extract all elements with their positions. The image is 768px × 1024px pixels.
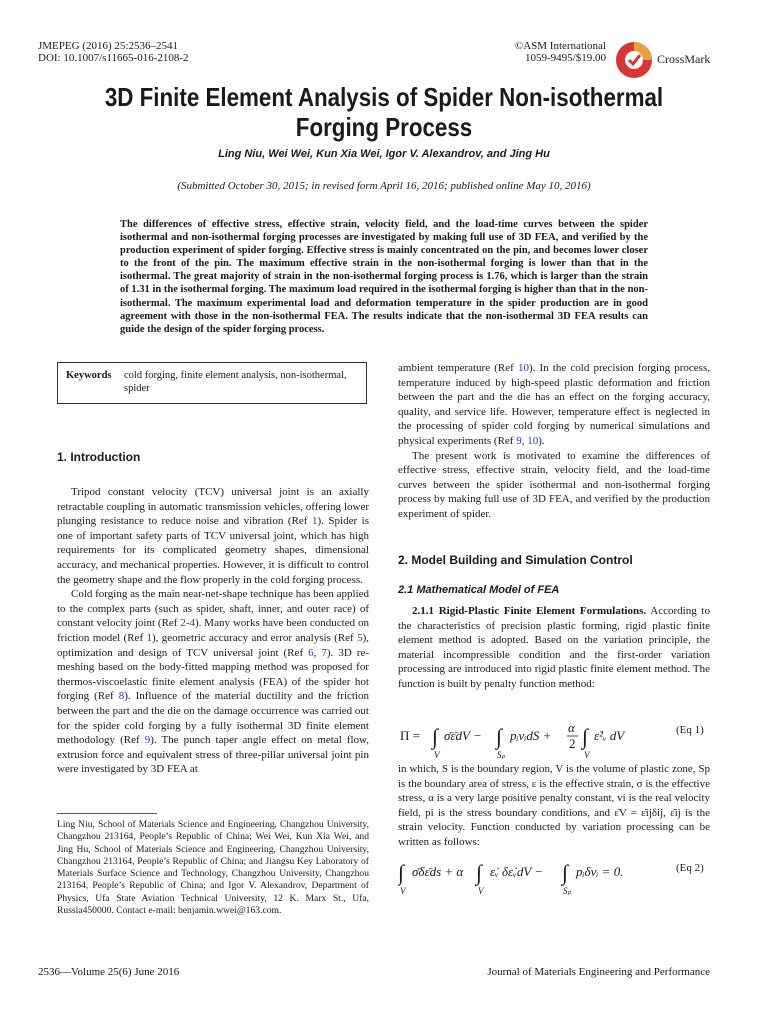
svg-text:∫: ∫ (476, 860, 483, 885)
ref-link[interactable]: 10 (527, 434, 539, 447)
footer-left: 2536—Volume 25(6) June 2016 (38, 966, 180, 978)
svg-text:V: V (434, 750, 440, 760)
journal-citation (38, 40, 189, 64)
keywords-text: cold forging, finite element analysis, non-isothermal, spider (124, 370, 347, 394)
title-line-1: 3D Finite Element Analysis of Spider Non-isothermal (104, 82, 664, 112)
equation-1-label: (Eq 1) (676, 724, 704, 736)
footnote-divider (57, 813, 157, 814)
section-2-heading: 2. Model Building and Simulation Control (398, 553, 633, 567)
price-line: 1059-9495/$19.00 (525, 52, 606, 64)
where-text: in which, S is the boundary region, V is the volume of plastic zone, Sp is the boundary area of stress, ε is the effective strain, σ is the effective stress, α is a very large positive penalty constant, vi is the real velocity field, pi is the stress boundary conditions, and ε̇V = ε̇ijδij, ε̇ij is the strain velocity. Function conducted by variation processing can be written as follows: (398, 763, 710, 848)
svg-text:2: 2 (569, 736, 576, 751)
svg-text:Sₚ: Sₚ (497, 750, 506, 760)
svg-text:∫: ∫ (398, 860, 405, 885)
ref-link[interactable]: 6 (308, 646, 314, 659)
svg-text:Π =: Π = (400, 728, 420, 743)
ref-link[interactable]: 1 (311, 515, 318, 528)
publisher-line: ©ASM International (514, 40, 606, 52)
ref-link[interactable]: 2-4 (180, 617, 196, 630)
submission-history: (Submitted October 30, 2015; in revised form April 16, 2016; published online May 10, 2016) (177, 180, 591, 192)
intro-body-left (57, 485, 369, 777)
article-title (86, 82, 681, 142)
intro-paragraph-4: The present work is motivated to examine the differences of effective stress, effective strain, velocity field, and the load-time curves between the spider isothermal and non-isothermal forging process by making full use of 3D FEA, and verified by the production experiment of spider. (398, 449, 710, 520)
author-affiliations: Ling Niu, School of Materials Science and Engineering, Changzhou University, Changzhou 213164, People’s Republic of China; Wei Wei, Kun Xia Wei, and Jing Hu, School of Materials Science and Engineering, Changzhou University, Changzhou 213164, People’s Republic of China; and Jiangsu Key Laboratory of Materials Surface Science and Technology, Changzhou University, Changzhou 213164, People’s Republic of China; and Igor V. Alexandrov, Department of Physics, Ufa State Aviation Technical University, 12 K. Marx St., Ufa, Russia450000. Contact e-mail: benjamin.wwei@163.com. (57, 819, 369, 917)
ref-link[interactable]: 9 (516, 434, 522, 447)
svg-text:Sₚ: Sₚ (563, 886, 572, 896)
crossmark-icon (614, 40, 654, 80)
keywords-label: Keywords (66, 370, 112, 381)
ref-link[interactable]: 9 (144, 734, 151, 747)
svg-text:σ̄δε̄ds + α: σ̄δε̄ds + α (412, 864, 464, 879)
doi-line: DOI: 10.1007/s11665-016-2108-2 (38, 52, 189, 64)
equation-2 (398, 858, 710, 900)
ref-link[interactable]: 1 (146, 631, 152, 644)
crossmark-logo[interactable] (614, 40, 712, 78)
ref-link[interactable]: 8 (118, 690, 125, 703)
abstract: The differences of effective stress, effective strain, velocity field, and the load-time curves between the spider isothermal and non-isothermal forging processes are investigated by making full use of 3D FEA, and verified by the production experiment of spider forging. Effective stress is mainly concentrated on the pin, and becomes lower closer to the front of the pin. The maximum effective strain in the non-isothermal forging is lower than that in the isothermal. The great majority of strain in the non-isothermal forging process is 1.76, which is larger than the strain of 1.31 in the isothermal forging. The maximum load required in the isothermal forging is higher than that in the non-isothermal. The maximum experimental load and deformation temperature in the spider production are in good agreement with those in the non-isothermal FEA. The results indicate that the non-isothermal 3D FEA results can guide the design of the spider forging process. (120, 219, 648, 335)
svg-text:∫: ∫ (582, 724, 589, 749)
equation-2-label: (Eq 2) (676, 862, 704, 874)
intro-paragraph-1: Tripod constant velocity (TCV) universal joint is an axially retractable coupling in automatic transmission vehicles, offering lower plunging resistance to reduce noise and vibration (Ref 1). Spider is one of important safety parts of TCV universal joint, which has high requirements for its complicated geometry shapes, dimensional accuracy, and mechanical properties. However, it is difficult to control the geometry shape and the flow properly in the cold forging process. (57, 486, 369, 586)
footer-right: Journal of Materials Engineering and Performance (487, 966, 710, 978)
keywords-box (57, 362, 367, 404)
equation-1 (398, 716, 710, 758)
svg-text:pᵢvᵢdS +: pᵢvᵢdS + (510, 728, 552, 743)
publisher-info (470, 40, 606, 64)
svg-text:∫: ∫ (432, 724, 439, 749)
equation-1-formula (398, 716, 658, 760)
ref-link[interactable]: 5 (357, 631, 363, 644)
svg-text:V: V (478, 886, 484, 896)
crossmark-label: CrossMark (657, 52, 711, 66)
equation-2-formula (398, 858, 658, 902)
svg-text:∫: ∫ (562, 860, 569, 885)
ref-link[interactable]: 7 (321, 646, 327, 659)
where-paragraph (398, 762, 710, 850)
author-list: Ling Niu, Wei Wei, Kun Xia Wei, Igor V. Alexandrov, and Jing Hu (218, 148, 550, 160)
svg-text:ε̇²ᵥ dV: ε̇²ᵥ dV (594, 728, 625, 743)
intro-heading: 1. Introduction (57, 450, 141, 464)
svg-text:pᵢδvᵢ = 0.: pᵢδvᵢ = 0. (576, 864, 624, 879)
subsubsection-title: 2.1.1 Rigid-Plastic Finite Element Formulations. (412, 605, 647, 617)
intro-paragraph-2: Cold forging as the main near-net-shape technique has been applied to the complex parts (such as spider, shaft, inner, and outer race) of constant velocity joint (Ref 2-4). Many works have been conducted on friction model (Ref 1), geometric accuracy and error analysis (Ref 5), optimization and design of TCV universal joint (Ref 6, 7). 3D re-meshing based on the body-fitted mapping method was proposed for thermos-viscoelastic finite element analysis (FEA) of the spider hot forging (Ref 8). Influence of the material ductility and the friction between the part and the die on the damage occurrence was carried out for the spider cold forging by a fully isothermal 3D finite element methodology (Ref 9). The punch taper angle effect on metal flow, extrusion force and equivalent stress of three-pillar universal joint pin were investigated by 3D FEA at (57, 588, 370, 776)
svg-text:V: V (584, 750, 590, 760)
intro-body-right (398, 361, 710, 522)
title-line-2: Forging Process (295, 112, 473, 142)
formulation-paragraph: 2.1.1 Rigid-Plastic Finite Element Formulations. According to the characteristics of precision plastic forming, rigid plastic finite element method is adopted. Based on the variation principle, the material incompressible condition and the first-order variation processing are introduced into rigid plastic finite element method. The function is built by penalty function method: (398, 605, 710, 690)
svg-text:ε̇ᵥ δε̇ᵥdV −: ε̇ᵥ δε̇ᵥdV − (490, 864, 544, 879)
intro-paragraph-3: ambient temperature (Ref 10). In the cold precision forging process, temperature induced by high-speed plastic deformation and friction between the part and the die has an effect on the forging accuracy, quality, and service life. However, temperature effect is neglected in the processing of spider cold forging by numerical simulations and physical experiments (Ref 9, 10). (398, 362, 710, 447)
svg-text:∫: ∫ (496, 724, 503, 749)
ref-link[interactable]: 10 (517, 362, 529, 374)
svg-text:V: V (400, 886, 406, 896)
subsection-2-1-heading: 2.1 Mathematical Model of FEA (398, 584, 560, 596)
subsection-2-1-1 (398, 604, 710, 692)
journal-line: JMEPEG (2016) 25:2536–2541 (38, 40, 178, 52)
svg-text:σ̄ε̄dV −: σ̄ε̄dV − (444, 728, 482, 743)
svg-text:α: α (568, 720, 575, 735)
